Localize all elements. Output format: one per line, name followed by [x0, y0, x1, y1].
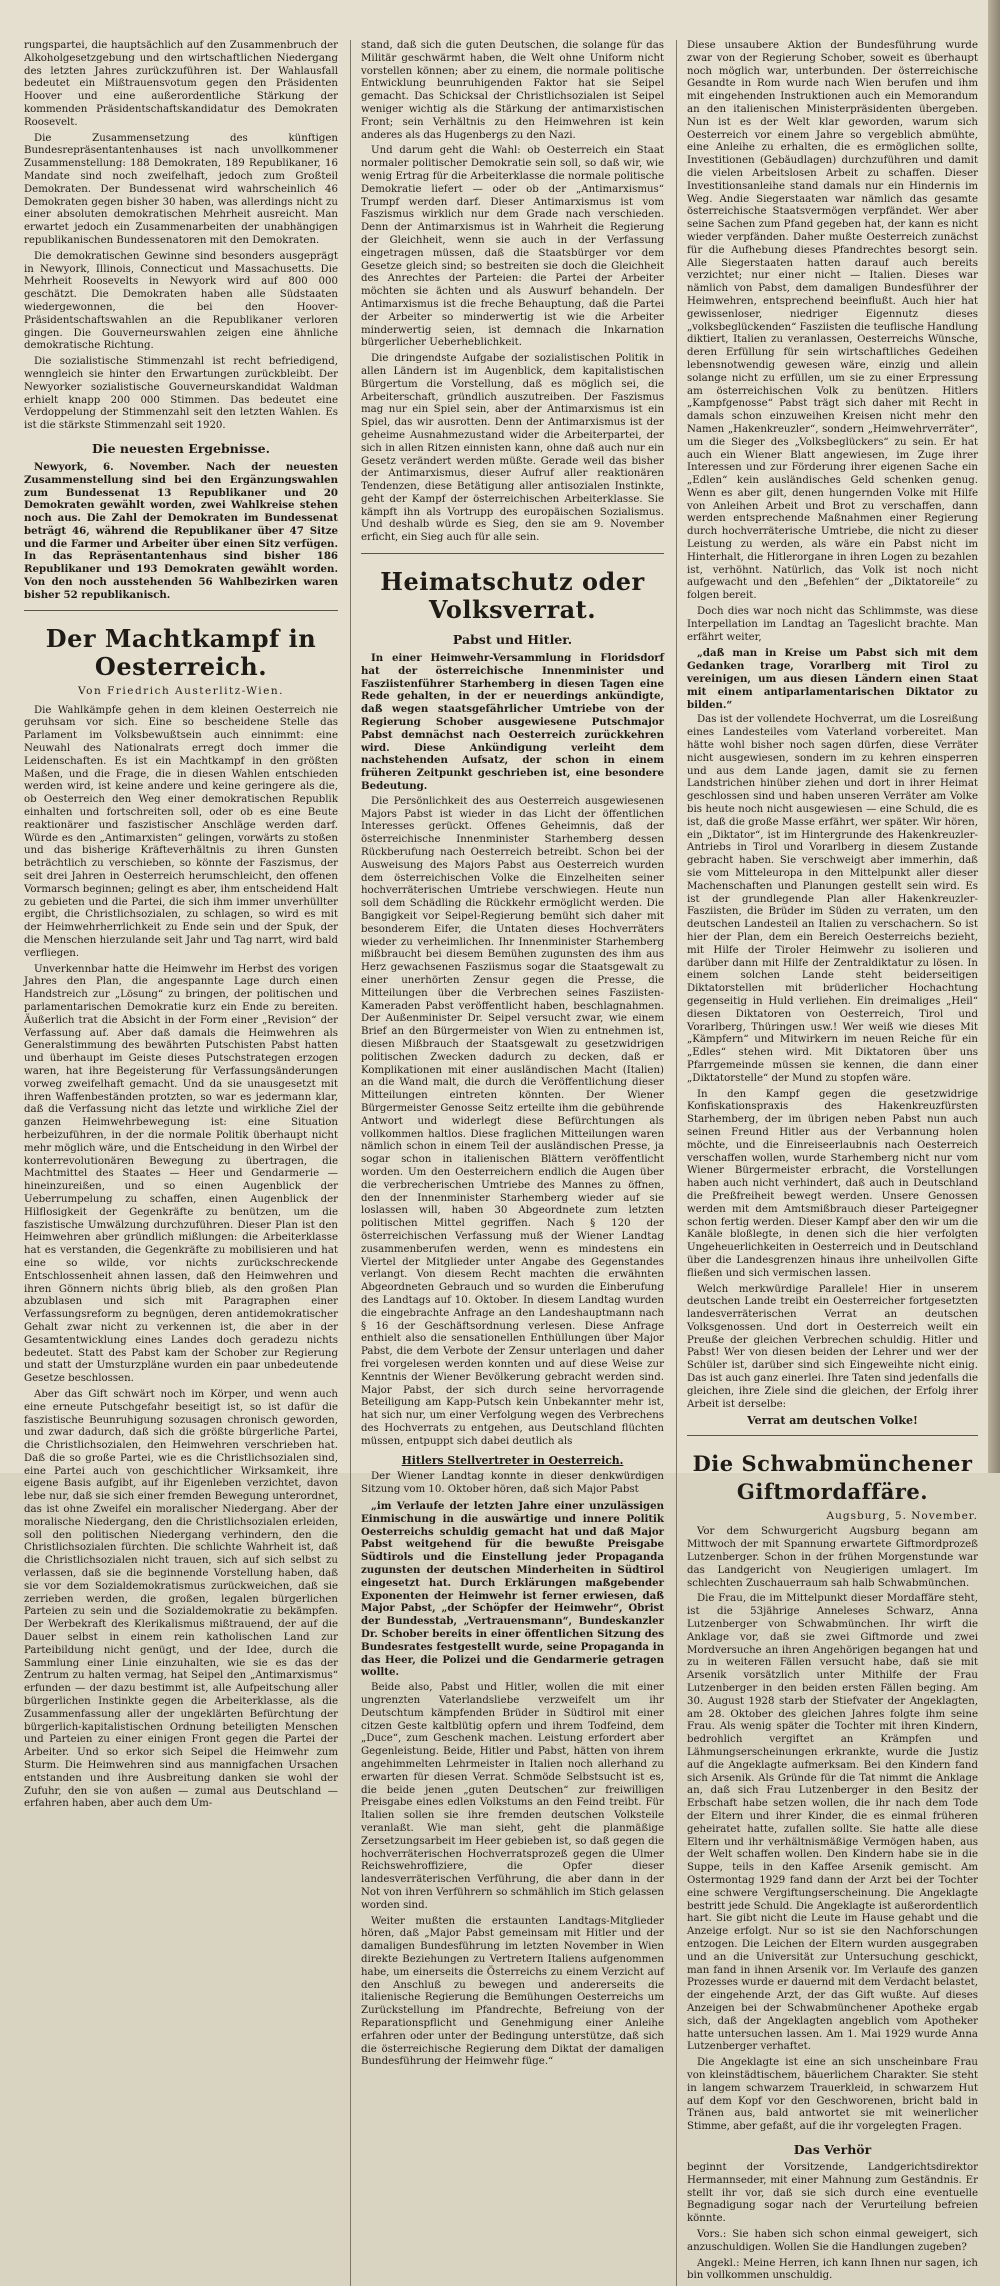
article-paragraph: Das ist der vollendete Hochverrat, um die Losreißung eines Landesteiles vom Vaterland vorbereitet. Man hätte wohl bisher noch sagen dürfen, diese Verräter nicht ausgewiesen, sondern im zu kehren einsperren und aus dem Lande jagen, damit sie zu fernen Landstrichen hinüber ziehen und dort in ihrer Heimat geschlossen sind und haben unseren Verräter am Volke bis heute noch nicht ausgewiesen — eine Schuld, die es ist, daß die große Masse erfährt, wer später. Wir hören, ein „Diktator“, ist im Hintergrunde des Hakenkreuzler-Antriebs in Tirol und Vorarlberg in diesem Zustande gebracht haben. Sie verschweigt aber immerhin, daß sie vom Mitteleuropa in den Mittelpunkt aller dieser Machenschaften und Planungen gestellt sein wird. Es ist der grundlegende Plan aller Hakenkreuzler-Fasziisten, die Brüder im Süden zu verraten, um den deutschen Landesteil an Italien zu verschachern. So ist hier der Plan, dem ein Bereich Oesterreichs bezieht, mit Hilfe der Tiroler Heimwehr zu isolieren und darüber dann mit Hilfe der Zentraldiktatur zu lösen. In einem solchen Lande steht beiderseitigen Diktatorstellen mit brüderlicher Hochachtung gegenseitig in Huld verliehen. Ein dreimaliges „Heil“ diesen Diktatoren von Oesterreich, Tirol und Vorarlberg, Thüringen usw.! Wer weiß wie dieses Mit „Kämpfern“ und Mitwirkern im neuen Reiche für ein „Edles“ stehen wird. Mit Diktatoren über uns Pfarrgemeinde müssen sie kennen, die dann einer „Diktatorstelle“ der Mund zu stopfen wäre.	[687, 714, 978, 1084]
article-paragraph: Die demokratischen Gewinne sind besonders ausgeprägt in Newyork, Illinois, Connecticut und Massachusetts. Die Mehrheit Roosevelts in Newyork wird auf 800 000 geschätzt. Die Demokraten haben alle Südstaaten wiedergewonnen, die bei den Hoover-Präsidentschaftswahlen an die Republikaner verloren gingen. Die Gouverneurswahlen zeigen eine ähnliche demokratische Richtung.	[24, 250, 338, 352]
subhead-pabst-hitler: Pabst und Hitler.	[452, 632, 573, 648]
article-paragraph: Die Angeklagte ist eine an sich unscheinbare Frau von kleinstädtischem, bäuerlichem Charakter. Sie steht in langem schwarzem Trauerkleid, in schwarzem Hut auf dem Kopf vor den Geschworenen, bricht bald in Tränen aus, bald antwortet sie mit weinerlicher Stimme, aber gefaßt, auf die ihr vorgelegten Fragen.	[687, 2057, 978, 2133]
newspaper-columns	[24, 40, 978, 2282]
byline: Von Friedrich Austerlitz-Wien.	[78, 684, 284, 697]
page-edge-strip	[988, 0, 1000, 1473]
article-paragraph: Doch dies war noch nicht das Schlimmste, was diese Interpellation im Landtag an Tageslicht brachte. Man erfährt weiter,	[687, 606, 978, 643]
article-paragraph: In den Kampf gegen die gesetzwidrige Konfiskationspraxis des Hakenkreuzfürsten Starhemberg, der im übrigen neben Pabst nun auch seinen Freund Hitler aus der Verbannung holen möchte, und die Einreiseerlaubnis nach Oesterreich verschaffen wollen, wurde Starhemberg nicht nur vom Wiener Bürgermeister erbracht, die Vorstellungen haben auch nicht verhindert, daß auch in Deutschland die Preßfreiheit bewegt werden. Unsere Genossen werden mit dem Amtsmißbrauch dieser Parteigegner schon fertig werden. Dieser Kampf aber den wir um die Kanäle bloßlegte, in denen sich die hier verfolgten Ungeheuerlichkeiten in Oesterreich und in Deutschland über die Landesgrenzen hinaus ihre unheilvollen Gifte fließen und sich vermischen lassen.	[687, 1088, 978, 1279]
subhead-results: Die neuesten Ergebnisse.	[92, 440, 270, 456]
dialogue-line: Vors.: Sie haben sich schon einmal geweigert, sich anzuschuldigen. Wollen Sie die Handlungen zugeben?	[687, 2228, 978, 2253]
article-paragraph: Die dringendste Aufgabe der sozialistischen Politik in allen Ländern ist im Augenblick, dem kapitalistischen Bürgertum die Vorstellung, daß es möglich sei, die Arbeiterschaft, gründlich auszutreiben. Der Faszismus mag nur ein Spiel sein, aber der Antimarxismus ist ein Spiel, das wir ausrotten. Denn der Antimarxismus ist der geheime Ausnahmezustand wider die Arbeiterpartei, der sich in allen Ritzen einnisten kann, ohne daß auch nur ein Gesetz verändert werden müßte. Gerade weil das bisher der Antimarxismus, dieser Aufruf aller reaktionären Tendenzen, diese Betätigung aller antisozialen Instinkte, geht der Kampf der österreichischen Arbeiterklasse. Sie kämpft ihn als Vortrupp des europäischen Sozialismus. Und deshalb würde es Sieg, den sie am 9. November erficht, ein Sieg auch für alle sein.	[361, 353, 664, 544]
divider	[361, 553, 664, 554]
results-paragraph: Newyork, 6. November. Nach der neuesten Zusammenstellung sind bei den Ergänzungswahlen zum Bundessenat 13 Republikaner und 20 Demokraten gewählt worden, zwei Wahlkreise stehen noch aus. Die Zahl der Demokraten im Bundessenat beträgt 46, während die Republikaner über 47 Sitze und die Farmer und Arbeiter über einen Sitz verfügen. In das Repräsentantenhaus sind bisher 186 Republikaner und 193 Demokraten gewählt worden. Von den noch ausstehenden 56 Wahlbezirken waren bisher 52 republikanisch.	[24, 460, 338, 601]
article-paragraph: Diese unsaubere Aktion der Bundesführung wurde zwar von der Regierung Schober, soweit es überhaupt noch möglich war, unterbunden. Der österreichische Gesandte in Rom wurde nach Wien berufen und ihm mit eingehenden Instruktionen auch ein Memorandum an den italienischen Ministerpräsidenten übergeben. Nun ist es der Welt klar geworden, warum sich Oesterreich vor einem Jahre so vergeblich abmühte, eine Anleihe zu erhalten, die es ermöglichen sollte, Investitionen (Gebäudlagen) durchzuführen und damit die vielen Arbeitslosen Arbeit zu schaffen. Dieser Investitionsanleihe stand damals nur ein Hindernis im Weg. Andie Siegerstaaten war nämlich das gesamte österreichische Staatsvermögen verpfändet. Wer aber seine Sachen zum Pfand gegeben hat, der kann es nicht wieder verpfänden. Daher mußte Oesterreich zunächst für die Aufhebung dieses Pfandrechtes besorgt sein. Alle Siegerstaaten hatten darauf auch bereits verzichtet; nur einer nicht — Italien. Dieses war nämlich von Pabst, dem damaligen Bundesführer der Heimwehren, entsprechend beeinflußt. Auch hier hat gewissenloser, niedriger Eigennutz dieses „volksbeglückenden“ Fasziisten die teuflische Handlung diktiert, Italien zu veranlassen, Oesterreichs Wünsche, deren Erfüllung für sein wirtschaftliches Gedeihen lebensnotwendig gewesen wäre, einzig und allein solange nicht zu erfüllen, um sie zu einer Erpressung am österreichischen Volk zu benützen. Hitlers „Kampfgenosse“ Pabst trägt sich daher mit Recht in damals schon einzuweihen Kreisen nicht mehr den Namen „Hakenkreuzler“, sondern „Heimwehrverräter“, um die Sieger des „Volksbeglückers“ zu sein. Er hat auch ein Wiener Blatt angewiesen, im Zuge ihrer Interessen und zur Förderung ihrer eigenen Sache ein „Edlen“ kein ausländisches Geld schenken genug. Wenn es aber gilt, denen hungernden Volke mit Hilfe von Anleihen Arbeit und Brot zu verschaffen, dann werden entsprechende Maßnahmen einer Regierung durch hochverräterische Umtriebe, die nicht zu dieser Leistung zu werden, als wäre ein Pabst nicht im Hinterhalt, die Hitlerorgane in ihren Logen zu bezahlen ist, verhöhnt. Natürlich, das Volk ist noch nicht aufgewacht und den „Befehlen“ der „Diktatoreile“ zu folgen bereit.	[687, 40, 978, 602]
headline-machtkampf: Der Machtkampf in Oesterreich.	[45, 623, 317, 681]
article-paragraph: In einer Heimwehr-Versammlung in Floridsdorf hat der österreichische Innenminister und Fasziistenführer Starhemberg in diesen Tagen eine Rede gehalten, in der er neuerdings ankündigte, daß wegen staatsgefährlicher Umtriebe von der Regierung Schober ausgewiesene Putschmajor Pabst demnächst nach Oesterreich zurückkehren wird. Diese Ankündigung verleiht dem nachstehenden Aufsatz, der schon in einem früheren Zeitpunkt geschrieben ist, eine besondere Bedeutung.	[361, 652, 664, 793]
closing-line: Verrat am deutschen Volke!	[747, 1414, 918, 1428]
headline-heimatschutz: Heimatschutz oder Volksverrat.	[380, 567, 645, 625]
article-paragraph: Die Persönlichkeit des aus Oesterreich ausgewiesenen Majors Pabst ist wieder in das Licht der öffentlichen Interesses gerückt. Offenes Geheimnis, daß der österreichische Innenminister Starhemberg dessen Rückberufung nach Oesterreich betreibt. Schon bei der Ausweisung des Majors Pabst aus Oesterreich wurden dem österreichischen Volke die Einzelheiten seiner hochverräterischen Umtriebe verschwiegen. Heute nun soll dem Schädling die Rückkehr ermöglicht werden. Die Bangigkeit vor Seipel-Regierung bemüht sich daher mit besonderem Eifer, die Untaten dieses Hochverräters wieder zu verheimlichen. Ihr Innenminister Starhemberg mißbraucht bei diesem Bemühen zugunsten des ihm aus Herz gewachsenen Fasziismus sogar die Staatsgewalt zu einer unerhörten Zensur gegen die Presse, die Mitteilungen über die Verbrechen seines Fasziisten-Kameraden Pabst veröffentlicht haben, beschlagnahmen. Der Außenminister Dr. Seipel versucht zwar, wie einem Brief an den Bürgermeister von Wien zu entnehmen ist, diesen Mißbrauch der Staatsgewalt zu gesetzwidrigen politischen Zwecken dadurch zu decken, daß er Komplikationen mit einer ausländischen Macht (Italien) an die Wand malt, die durch die Veröffentlichung dieser Mitteilungen eintreten könnten. Der Wiener Bürgermeister Genosse Seitz erteilte ihm die gebührende Antwort und widerlegt diese Befürchtungen als vollkommen haltlos. Diese fraglichen Mitteilungen waren nämlich schon in einem Teil der ausländischen Presse, ja sogar schon in italienischen Blättern veröffentlicht worden. Um den Oesterreichern endlich die Augen über die verbrecherischen Umtriebe des Mannes zu öffnen, den der Innenminister Starhemberg wieder auf sie loslassen will, haben 30 Abgeordnete zum letzten politischen Mittel gegriffen. Nach § 120 der österreichischen Verfassung muß der Wiener Landtag zusammenberufen werden, wenn es mindestens ein Viertel der Mitglieder unter Angabe des Gegenstandes verlangt. Von diesem Recht machten die erwähnten Abgeordneten Gebrauch und so wurden die Einberufung des Landtags auf 10. Oktober. In diesem Landtag wurden die eingebrachte Anfrage an den Landeshauptmann nach § 16 der Geschäftsordnung verlesen. Diese Anfrage enthielt also die sensationellen Enthüllungen über Major Pabst, die dem Verbote der Zensur unterlagen und daher frei vorgelesen werden konnten und auf diese Weise zur Kenntnis der Wiener Bevölkerung gebracht werden sind. Major Pabst, der sich durch seine hervorragende Beteiligung am Kapp-Putsch kein Unbekannter mehr ist, hat sich nur, um einer Verfolgung wegen des Verbrechens des Hochverrats zu entgehen, aus Deutschland flüchten müssen, entpuppt sich dabei deutlich als	[361, 795, 664, 1447]
article-paragraph: Die Zusammensetzung des künftigen Bundesrepräsentantenhauses ist nach unvollkommener Zusammenstellung: 188 Demokraten, 189 Republikaner, 16 Mandate sind noch zweifelhaft, jedoch zum Großteil Demokraten. Der Bundessenat wird wahrscheinlich 46 Demokraten gegen bisher 30 haben, was allerdings nicht zu einer absoluten demokratischen Mehrheit ausreicht. Man erwartet jedoch ein Zusammenarbeiten der unabhängigen republikanischen Bundessenatoren mit den Demokraten.	[24, 132, 338, 246]
article-paragraph: Welch merkwürdige Parallele! Hier in unserem deutschen Lande treibt ein Oesterreicher fortgesetzten landesverräterischen Verrat an deutschen Volksgenossen. Und dort in Oesterreich weilt ein Preuße der gleichen Verbrechen schuldig. Hitler und Pabst! Wer von diesen beiden der Lehrer und wer der Schüler ist, darüber sind sich Eingeweihte nicht einig. Das ist auch ganz einerlei. Ihre Taten sind jedenfalls die gleichen, ihre Ziele sind die gleichen, der Erfolg ihrer Arbeit ist derselbe:	[687, 1283, 978, 1410]
headline-giftmord: Die Schwabmünchener Giftmordaffäre.	[692, 1451, 973, 1505]
subhead-stellvertreter: Hitlers Stellvertreter in Oesterreich.	[401, 1454, 624, 1468]
article-paragraph: Unverkennbar hatte die Heimwehr im Herbst des vorigen Jahres den Plan, die angespannte Lage durch einen Handstreich zur „Lösung“ zu bringen, der politischen und parlamentarischen Demokratie kurz ein Ende zu bereiten. Äußerlich trat die Absicht in der Form einer „Revision“ der Verfassung auf. Aber daß damals die Heimwehren als Generalstimmung des bewährten Putschisten Pabst hatten und überhaupt im Geiste dieses Putschstrategen erzogen waren, hat ihre Begeisterung für Verfassungsänderungen vorweg zweifelhaft gemacht. Und da sie unausgesetzt mit ihren Waffenbeständen protzten, so war es jedermann klar, daß die Verfassung nicht das letzte und wirkliche Ziel der ganzen Heimwehrbewegung ist: eine Situation herbeizuführen, in der die normale Politik überhaupt nicht mehr möglich wäre, und die Entscheidung in den Wirbel der konterrevolutionären Bewegung zu übertragen, die Machtmittel des Staates — Heer und Gendarmerie — hineinzureißen, und so einen Augenblick der Ueberrumpelung zu schaffen, einen Augenblick der Hilflosigkeit der Gegenkräfte zu benützen, um die faszistische Umwälzung durchzuführen. Dieser Plan ist den Heimwehren aber gründlich mißlungen: die Arbeiterklasse hat es verstanden, die Gegenkräfte zu mobilisieren und hat eine so wilde, vor nichts zurückschreckende Entschlossenheit ahnen lassen, daß den Heimwehren und ihren Gönnern nichts übrig blieb, als den großen Plan abzublasen und sich mit Paragraphen einer Verfassungsreform zu begnügen, deren antidemokratischer Gehalt zwar nicht zu verkennen ist, die aber in der Gesamtentwicklung eines Landes doch geradezu nichts bedeutet. Statt des Pabst kam der Schober zur Regierung und statt der Umsturzpläne wurden ein paar unbedeutende Gesetze beschlossen.	[24, 963, 338, 1385]
article-paragraph: Vor dem Schwurgericht Augsburg begann am Mittwoch der mit Spannung erwartete Giftmordprozeß Lutzenberger. Schon in der frühen Morgenstunde war das Landgericht von Neugierigen umlagert. Im schlechten Zuschauerraum sah halb Schwabmünchen.	[687, 1526, 978, 1589]
article-paragraph: Der Wiener Landtag konnte in dieser denkwürdigen Sitzung vom 10. Oktober hören, daß sich Major Pabst	[361, 1471, 664, 1496]
subhead-verhoer: Das Verhör	[793, 2141, 872, 2157]
article-paragraph: Die Frau, die im Mittelpunkt dieser Mordaffäre steht, ist die 53jährige Anneleses Schwarz, Anna Lutzenberger von Schwabmünchen. Ihr wirft die Anklage vor, daß sie zwei Giftmorde und zwei Mordversuche an ihren Angehörigen begangen hat und zu in weiteren Fällen versucht habe, daß sie mit Arsenik vorsätzlich unter Mithilfe der Frau Lutzenberger in den beiden ersten Fällen beging. Am 30. August 1928 starb der Stiefvater der Angeklagten, am 28. Oktober des gleichen Jahres folgte ihm seine Frau. Als wenig später die Tochter mit ihren Kindern, bedrohlich vergiftet an Krämpfen und Lähmungserscheinungen erkrankte, wurde die Justiz auf die Angeklagte aufmerksam. Bei den Kindern fand sich Arsenik. Als Gründe für die Tat nimmt die Anklage an, daß sich Frau Lutzenberger in den Besitz der Erbschaft habe setzen wollen, die ihr nach dem Tode der Eltern und ihrer Kinder, die es einmal früheren geheiratet hatte, zufallen sollte. Sie hatte alle diese Eltern und ihr verhältnismäßige Vermögen haben, aus der Welt schaffen wollen. Den Kindern habe sie in die Suppe, teils in den Kaffee Arsenik gemischt. Am Ostermontag 1929 fand dann der Arzt bei der Tochter eine schwere Vergiftungserscheinung. Die Angeklagte bestritt jede Schuld. Die Angeklagte ist außerordentlich hart. Sie gibt nicht die Leute im Hause gehabt und die Anzeige erfolgt. Nur so ist sie den Nachforschungen entzogen. Die Leichen der Eltern wurden ausgegraben und an die Universität zur Untersuchung geschickt, man fand in ihnen Arsenik vor. Im Verlaufe des ganzen Prozesses wurde er dauernd mit dem Verdacht belastet, der eingehende Arzt, der das Gift wußte. Auf dieses Anzeigen bei der Schwabmünchener Apotheke ergab sich, daß der Angeklagten angeblich vom Apotheker hatte untersuchen lassen. Am 1. Mai 1929 wurde Anna Lutzenberger verhaftet.	[687, 1593, 978, 2053]
article-paragraph: Beide also, Pabst und Hitler, wollen die mit einer ungrenzten Vaterlandsliebe verzweifelt um ihr Deutschtum kämpfenden Brüder in Südtirol mit einer citzen Geste kaltblütig opfern und ihrem Todfeind, dem „Duce“, zum Geschenk machen. Leistung erfordert aber Gegenleistung. Beide, Hitler und Pabst, hätten von ihrem angehimmelten Lehrmeister in Italien noch allerhand zu erwarten für diesen Verrat. Schmöde Selbstsucht ist es, die beide jenen „guten Deutschen“ zur freiwilligen Preisgabe eines edlen Volkstums an den Feind treibt. Für Italien sollen sie ihre fremden deutschen Volksteile veranlaßt. Wie man sieht, geht die planmäßige Zersetzungsarbeit im Heer gebieben ist, so daß gegen die hochverräterischen Hochverratsprozeß gegen die Ulmer Reichswehroffiziere, die Opfer dieser landesverräterischen Verführung, die aber dann in der Not von ihren Verführern so schmählich im Stich gelassen worden sind.	[361, 1682, 664, 1911]
article-paragraph: Und darum geht die Wahl: ob Oesterreich ein Staat normaler politischer Demokratie sein soll, so daß wir, wie wenig Ertrag für die Arbeiterklasse die normale politische Demokratie liefert — oder ob der „Antimarxismus“ Trumpf werden darf. Dieser Antimarxismus ist vom Faszismus wirklich nur dem Grade nach verschieden. Denn der Antimarxismus ist in Wahrheit die Regierung der Gleichheit, wenn sie auch in der Verfassung eingetragen müssen, daß die Staatsbürger vor dem Gesetze gleich sind; so bestreiten sie doch die Gleichheit des Anrechtes der Parteien: die Partei der Arbeiter möchten sie ächten und als Auswurf behandeln. Der Antimarxismus ist die freche Behauptung, daß die Partei der Arbeiter so minderwertig ist wie die Arbeiter minderwertig seien, ist demnach die Inkarnation bürgerlicher Ueberheblichkeit.	[361, 145, 664, 349]
article-paragraph: Die Wahlkämpfe gehen in dem kleinen Oesterreich nie geruhsam vor sich. Eine so bescheidene Stelle das Parlament im Volksbewußtsein auch einnimmt: eine Neuwahl des Nationalrats erregt doch immer die Leidenschaften. Es ist ein Machtkampf in den größten Maßen, und die Frage, die in diesen Wahlen entschieden werden wird, ist keine andere und keine geringere als die, ob Oesterreich den Weg einer demokratischen Republik einhalten und fortschreiten soll, oder ob es eine Beute reaktionärer und faszistischer Anschläge werden darf. Würde es den „Antimarxisten“ gelingen, vorwärts zu stoßen und das bisherige Kräfteverhältnis zu ihren Gunsten beträchtlich zu verschieben, so könnte der Faszismus, der seit drei Jahren in Oesterreich herumschleicht, den offenen Vormarsch beginnen; gelingt es aber, ihm entscheidend Halt zu gebieten und die Partei, die sich ihm immer unverhüllter ergibt, die Christlichsozialen, zu schlagen, so wird es mit der Heimwehrherrlichkeit zu Ende sein und der Spuk, der die Menschen hierzulande seit Jahr und Tag narrt, wird bald verfliegen.	[24, 704, 338, 959]
column-middle	[350, 40, 664, 2286]
article-paragraph: rungspartei, die hauptsächlich auf den Zusammenbruch der Alkoholgesetzgebung und den wirtschaftlichen Niedergang des letzten Jahres zurückzuführen ist. Der Wahlausfall bedeutet ein Mißtrauensvotum gegen den Präsidenten Hoover und eine außerordentliche Stärkung der kommenden Präsidentschaftskandidatur des Demokraten Roosevelt.	[24, 40, 338, 128]
article-paragraph: Die sozialistische Stimmenzahl ist recht befriedigend, wenngleich sie hinter den Erwartungen zurückbleibt. Der Newyorker sozialistische Gouverneurskandidat Waldman erhielt knapp 200 000 Stimmen. Das bedeutet eine Verdoppelung der Stimmenzahl seit den letzten Wahlen. Es ist die stärkste Stimmenzahl seit 1920.	[24, 356, 338, 432]
divider	[687, 1435, 978, 1436]
article-paragraph: Aber das Gift schwärt noch im Körper, und wenn auch eine erneute Putschgefahr beseitigt ist, so ist dafür die faszistische Beunruhigung sozusagen chronisch geworden, und zwar dadurch, daß sich die größte bürgerliche Partei, die Christlichsozialen, den Heimwehren verschrieben hat. Daß die so große Partei, wie es die Christlichsozialen sind, eine Partei auch von geschichtlicher Wirksamkeit, ihre eigene Basis aufgibt, auf ihr Eigenleben verzichtet, davon lebe nur, daß sie sich einer fremden Bewegung unterordnet, das ist ohne Zweifel ein moralischer Niedergang. Aber der moralische Niedergang, den die Christlichsozialen erleiden, soll den politischen Niedergang verhindern, den die Christlichsozialen fürchten. Die schlichte Wahrheit ist, daß die Christlichsozialen nicht trauen, sich auf sich selbst zu verlassen, daß sie die beginnende Vorstellung haben, daß sie vor dem Sozialdemokratismus zurückweichen, daß sie zerrieben werden, die großen, legalen bürgerlichen Parteien zu sein und die Sozialdemokratie zu bekämpfen. Der Werbekraft des Klerikalismus mißtrauend, der auf die Dauer selbst in einem rein katholischen Land zur Parteibildung nicht genügt, und der Idee, durch die Sammlung einer Linie einzuhalten, wie sie es das der Zentrum zu halten vermag, hat Seipel den „Antimarxismus“ erfunden — der dazu bestimmt ist, alle Aufpeitschung aller bürgerlichen Instinkte gegen die Arbeiterklasse, als die Zusammenfassung aller der ungeklärten Befürchtung der bürgerlich-kapitalistischen Ordnung beteiligten Menschen und Parteien zu einer einigen Front gegen die Partei der Arbeiter. Und so erkor sich Seipel die Heimwehr zum Sturm. Die Heimwehren sind aus mannigfachen Ursachen entstanden und ihre Ausbreitung danken sie wohl der Zufuhr, den sie von außen — zumal aus Deutschland — erfahren haben, aber auch dem Um-	[24, 1388, 338, 1810]
dialogue-line: Angekl.: Meine Herren, ich kann Ihnen nur sagen, ich bin vollkommen unschuldig.	[687, 2257, 978, 2282]
article-paragraph: Weiter mußten die erstaunten Landtags-Mitglieder hören, daß „Major Pabst gemeinsam mit Hitler und der damaligen Bundesführung im letzten November in Wien direkte Beziehungen zu Vertretern Italiens aufgenommen habe, um einerseits die Österreichs zu einem Verzicht auf den Anschluß zu bewegen und andererseits die italienische Regierung die Bemühungen Oesterreichs um Zurückstellung im Pfandrechte, Befreiung von der Reparationspflicht und Genehmigung einer Anleihe erfahren oder unter der Bedingung unterstütze, daß sich die österreichische Regierung dem Diktat der damaligen Bundesführung der Heimwehr füge.“	[361, 1915, 664, 2068]
divider	[24, 610, 338, 611]
article-paragraph: beginnt der Vorsitzende, Landgerichtsdirektor Hermannseder, mit einer Mahnung zum Geständnis. Er stellt ihr vor, daß sie sich durch eine eventuelle Begnadigung sogar nach der Verurteilung befreien könnte.	[687, 2161, 978, 2225]
dateline: Augsburg, 5. November.	[826, 1510, 978, 1523]
article-quote: „im Verlaufe der letzten Jahre einer unzulässigen Einmischung in die auswärtige und innere Politik Oesterreichs schuldig gemacht hat und daß Major Pabst weitgehend für die bewußte Preisgabe Südtirols und die Einstellung jeder Propaganda zugunsten der deutschen Minderheiten in Südtirol eingesetzt hat. Durch Erklärungen maßgebender Exponenten der Heimwehr ist ferner erwiesen, daß Major Pabst, „der Schöpfer der Heimwehr“, Obrist der Bundesstab, „Vertrauensmann“, Bundeskanzler Dr. Schober bereits in einer öffentlichen Sitzung des Bundesrates festgestellt wurde, seine Propaganda in das Heer, die Polizei und die Gendarmerie getragen wollte.	[361, 1500, 664, 1679]
article-paragraph: stand, daß sich die guten Deutschen, die solange für das Militär geschwärmt haben, die Welt ohne Uniform nicht vorstellen können; aber zu einem, die normale politische Entwicklung beunruhigenden Faktor hat sie Seipel gemacht. Das Schicksal der Christlichsozialen ist Seipel weniger wichtig als die Stärkung der antimarxistischen Front; sein Verhältnis zu den Heimwehren ist kein anderes als das Hugenbergs zu den Nazi.	[361, 40, 664, 141]
column-left	[24, 40, 338, 2286]
article-quote: „daß man in Kreise um Pabst sich mit dem Gedanken trage, Vorarlberg mit Tirol zu vereinigen, um aus diesen Ländern einen Staat mit einem antiparlamentarischen Diktator zu bilden.“	[687, 647, 978, 711]
column-right	[676, 40, 978, 2286]
